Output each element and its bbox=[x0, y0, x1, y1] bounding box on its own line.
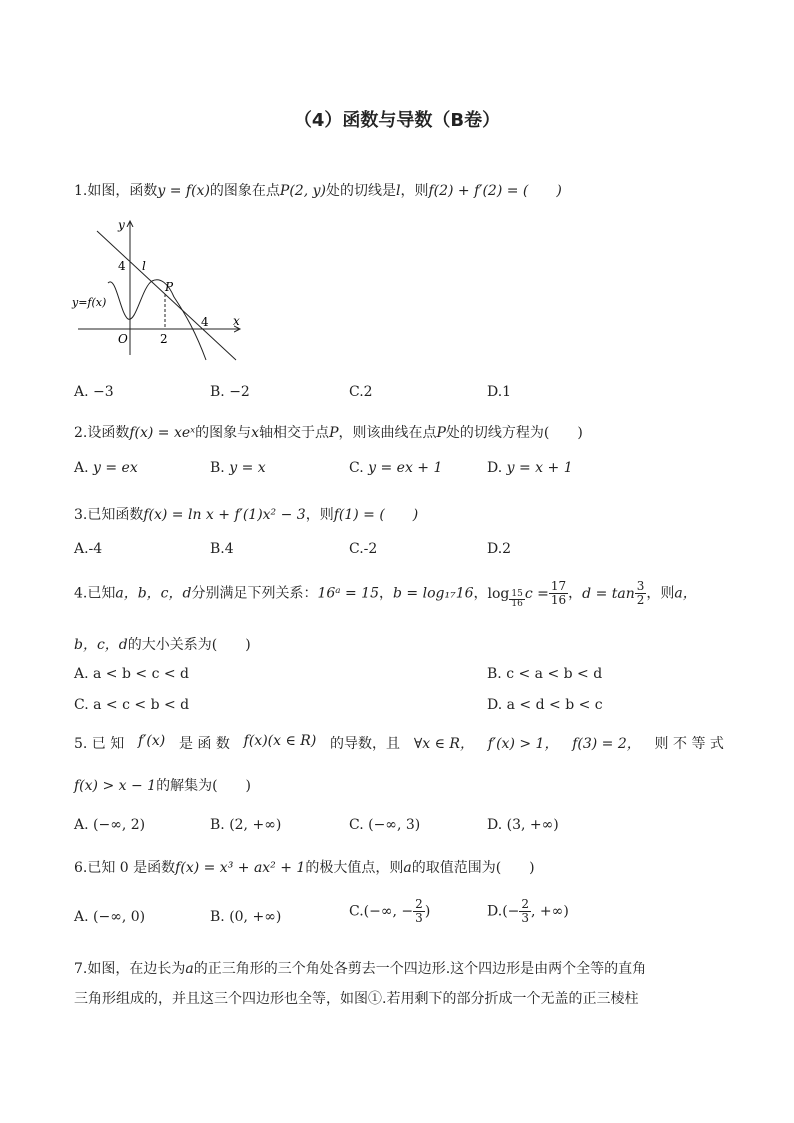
q1-formula-sum: f(2) + f′(2) = ( ) bbox=[428, 183, 562, 199]
question-7-stem-line2: 三角形组成的，并且这三个四边形也全等，如图①.若用剩下的部分折成一个无盖的正三棱柱 bbox=[74, 991, 639, 1007]
q5-condition-2: f(3) = 2， bbox=[572, 736, 641, 752]
q2-option-d: D. y = x + 1 bbox=[487, 460, 573, 476]
q7-var-a: a bbox=[185, 961, 194, 977]
graph-x-tick-2: 2 bbox=[160, 332, 168, 346]
q4-vars-2: b，c，d bbox=[74, 637, 128, 653]
graph-curve-label: y=f(x) bbox=[72, 296, 107, 309]
q5-function: f(x)(x ∈ R) bbox=[243, 733, 317, 749]
q2-text-e: 轴相交于点 bbox=[259, 425, 330, 441]
q3-option-b: B.4 bbox=[210, 541, 234, 557]
q7-text-a: 7.如图，在边长为 bbox=[74, 961, 186, 977]
q4-text-a: 4.已知 bbox=[74, 585, 116, 602]
q1-option-b: B. −2 bbox=[210, 384, 250, 400]
q2-text-a: 2.设函数 bbox=[74, 425, 130, 441]
graph-x-intercept: 4 bbox=[201, 315, 209, 329]
question-5-stem-line2 bbox=[74, 775, 251, 795]
q4-text-k: ，则 bbox=[646, 585, 675, 602]
q6-var-a: a bbox=[403, 860, 412, 876]
question-3-stem bbox=[74, 504, 418, 524]
q2-text-c: 的图象与 bbox=[195, 425, 252, 441]
q1-formula-point: P(2, y) bbox=[279, 183, 326, 199]
q4-relation-d: d = tan $\frac{3}{2}$ bbox=[582, 579, 645, 607]
q5-text-i: 则 不 等 式 bbox=[654, 736, 724, 752]
question-1-stem bbox=[74, 180, 562, 200]
q2-option-b: B. y = x bbox=[210, 460, 266, 476]
page-title: （4）函数与导数（B卷） bbox=[293, 110, 501, 131]
question-5-stem-line1 bbox=[74, 733, 724, 753]
question-6-stem bbox=[74, 857, 535, 877]
function-curve bbox=[108, 280, 206, 360]
graph-point-label: P bbox=[165, 280, 174, 294]
q1-option-c: C.2 bbox=[349, 384, 373, 400]
graph-line-label: l bbox=[142, 259, 146, 273]
q3-text-c: ，则 bbox=[305, 507, 334, 523]
q1-text-c: 的图象在点 bbox=[209, 183, 280, 199]
q4-comma-2: ， bbox=[473, 585, 488, 602]
q1-text-a: 1.如图，函数 bbox=[74, 183, 158, 199]
q4-vars: a，b，c，d bbox=[115, 585, 192, 602]
graph-x-label: x bbox=[233, 314, 240, 328]
q4-text-line2: 的大小关系为( ) bbox=[127, 637, 251, 653]
q2-option-a: A. y = ex bbox=[74, 460, 138, 476]
question-4-stem-line1 bbox=[74, 580, 697, 609]
q4-comma-3: ， bbox=[568, 585, 583, 602]
q1-line-label: l bbox=[395, 183, 401, 199]
q2-option-c: C. y = ex + 1 bbox=[349, 460, 443, 476]
q6-text-a: 6.已知 0 是函数 bbox=[74, 860, 176, 876]
q3-formula: f(x) = ln x + f′(1)x² − 3 bbox=[143, 507, 306, 523]
question-4-stem-line2 bbox=[74, 634, 251, 654]
q4-relation-a: 16ᵃ = 15 bbox=[317, 585, 380, 602]
q6-option-a: A. (−∞, 0) bbox=[74, 909, 146, 925]
q3-formula-f1: f(1) = ( ) bbox=[333, 507, 419, 523]
q4-comma-1: ， bbox=[379, 585, 394, 602]
q4-option-b: B. c < a < b < d bbox=[487, 666, 603, 682]
q1-option-a: A. −3 bbox=[74, 384, 114, 400]
q5-text-a: 5. 已 知 bbox=[74, 736, 125, 752]
graph-y-intercept: 4 bbox=[118, 259, 126, 273]
q6-formula: f(x) = x³ + ax² + 1 bbox=[175, 860, 306, 876]
q5-condition-1: f′(x) > 1， bbox=[487, 736, 559, 752]
q5-option-c: C. (−∞, 3) bbox=[349, 817, 421, 833]
q5-text-line2: 的解集为( ) bbox=[156, 778, 252, 794]
q2-var-x: x bbox=[251, 425, 260, 441]
q5-text-e: 的导数，且 bbox=[330, 736, 401, 752]
q5-option-a: A. (−∞, 2) bbox=[74, 817, 146, 833]
question-2-stem bbox=[74, 422, 583, 442]
q4-relation-b: b = log₁₇16 bbox=[393, 585, 474, 602]
q4-relation-c: log $\frac{15}{16}$ c = $\frac{17}{16}$ bbox=[487, 579, 567, 609]
q4-option-a: A. a < b < c < d bbox=[74, 666, 190, 682]
q2-formula: f(x) = xeˣ bbox=[129, 425, 196, 441]
q4-option-d: D. a < d < b < c bbox=[487, 697, 603, 713]
q5-option-d: D. (3, +∞) bbox=[487, 817, 559, 833]
q6-option-c: C.(−∞, − $\frac{2}{3}$ ) bbox=[349, 897, 431, 925]
q1-text-e: 处的切线是 bbox=[325, 183, 396, 199]
graph-origin-label: O bbox=[118, 332, 128, 346]
q2-text-g: ，则该曲线在点 bbox=[338, 425, 437, 441]
q3-text-a: 3.已知函数 bbox=[74, 507, 144, 523]
q1-text-g: ，则 bbox=[400, 183, 429, 199]
q6-text-c: 的极大值点，则 bbox=[305, 860, 404, 876]
q6-option-d: D.(− $\frac{2}{3}$ , +∞) bbox=[487, 897, 569, 925]
q3-option-d: D.2 bbox=[487, 541, 512, 557]
q3-option-a: A.-4 bbox=[74, 541, 103, 557]
q6-option-b: B. (0, +∞) bbox=[210, 909, 282, 925]
graph-y-label: y bbox=[118, 218, 125, 232]
q2-text-i: 处的切线方程为( ) bbox=[445, 425, 583, 441]
q2-point-p2: P bbox=[436, 425, 446, 441]
q1-graph bbox=[70, 215, 250, 365]
q3-option-c: C.-2 bbox=[349, 541, 378, 557]
q1-option-d: D.1 bbox=[487, 384, 512, 400]
q4-text-c: 分别满足下列关系： bbox=[191, 585, 318, 602]
q5-inequality: f(x) > x − 1 bbox=[74, 778, 157, 794]
q5-forall: ∀x ∈ R， bbox=[413, 736, 474, 752]
q5-text-c: 是 函 数 bbox=[178, 736, 230, 752]
q4-var-a: a， bbox=[674, 585, 697, 602]
q7-text-c: 的正三角形的三个角处各剪去一个四边形.这个四边形是由两个全等的直角 bbox=[193, 961, 647, 977]
q5-option-b: B. (2, +∞) bbox=[210, 817, 282, 833]
q6-text-e: 的取值范围为( ) bbox=[411, 860, 535, 876]
q1-formula-function: y = f(x) bbox=[157, 183, 210, 199]
question-7-stem-line1 bbox=[74, 958, 646, 978]
q5-derivative: f′(x) bbox=[138, 733, 166, 749]
q4-option-c: C. a < c < b < d bbox=[74, 697, 190, 713]
q2-point-p: P bbox=[329, 425, 339, 441]
